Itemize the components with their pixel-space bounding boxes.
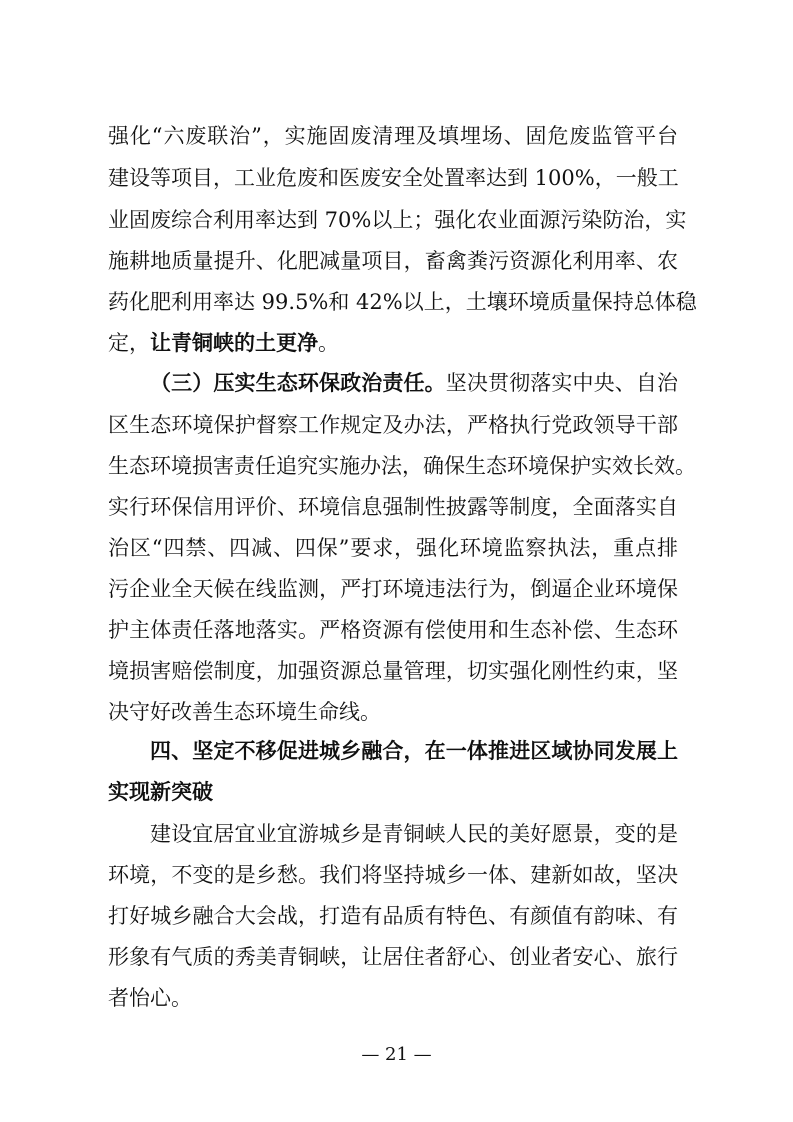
section-3-title: （三）压实生态环保政治责任。 [150,370,446,395]
body-line: 生态环境损害责任追究实施办法，确保生态环境保护实效长效。 [108,454,696,478]
page-number: — 21 — [361,1044,432,1065]
body-line: 药化肥利用率达 99.5%和 42%以上，土壤环境质量保持总体稳 [108,290,697,314]
body-line: 实行环保信用评价、环境信息强制性披露等制度，全面落实自 [108,495,678,519]
body-line: 境损害赔偿制度，加强资源总量管理，切实强化刚性约束，坚 [108,659,678,683]
body-line: 治区“四禁、四减、四保”要求，强化环境监察执法，重点排 [108,536,678,560]
body-line: 业固废综合利用率达到 70%以上；强化农业面源污染防治，实 [108,208,687,232]
body-line: 建设等项目，工业危废和医废安全处置率达到 100%，一般工 [108,166,679,190]
body-line: 污企业全天候在线监测，严打环境违法行为，倒逼企业环境保 [108,577,678,601]
body-line: 形象有气质的秀美青铜峡，让居住者舒心、创业者安心、旅行 [108,945,678,969]
body-line: 强化“六废联治”，实施固废清理及填埋场、固危废监管平台 [108,124,678,148]
emphasis-text: 让青铜峡的土更净 [150,330,318,355]
body-line: 者怡心。 [108,986,192,1010]
body-line: 施耕地质量提升、化肥减量项目，畜禽粪污资源化利用率、农 [108,249,678,273]
section-4-heading: 四、坚定不移促进城乡融合，在一体推进区域协同发展上 [150,738,678,763]
body-line: 护主体责任落地落实。严格资源有偿使用和生态补偿、生态环 [108,618,678,642]
body-text: 。 [318,331,339,355]
body-line: 环境，不变的是乡愁。我们将坚持城乡一体、建新如故，坚决 [108,863,678,887]
body-line-with-emphasis [108,327,678,359]
body-line: 区生态环境保护督察工作规定及办法，严格执行党政领导干部 [108,413,678,437]
body-text: 定， [108,331,150,355]
body-line: 打好城乡融合大会战，打造有品质有特色、有颜值有韵味、有 [108,904,678,928]
section-4-heading-continued: 实现新突破 [108,779,213,804]
body-line: 建设宜居宜业宜游城乡是青铜峡人民的美好愿景，变的是 [150,822,678,846]
body-line: 决守好改善生态环境生命线。 [108,700,381,724]
section-3-first-line [150,367,678,399]
body-text: 坚决贯彻落实中央、自治 [445,371,678,395]
